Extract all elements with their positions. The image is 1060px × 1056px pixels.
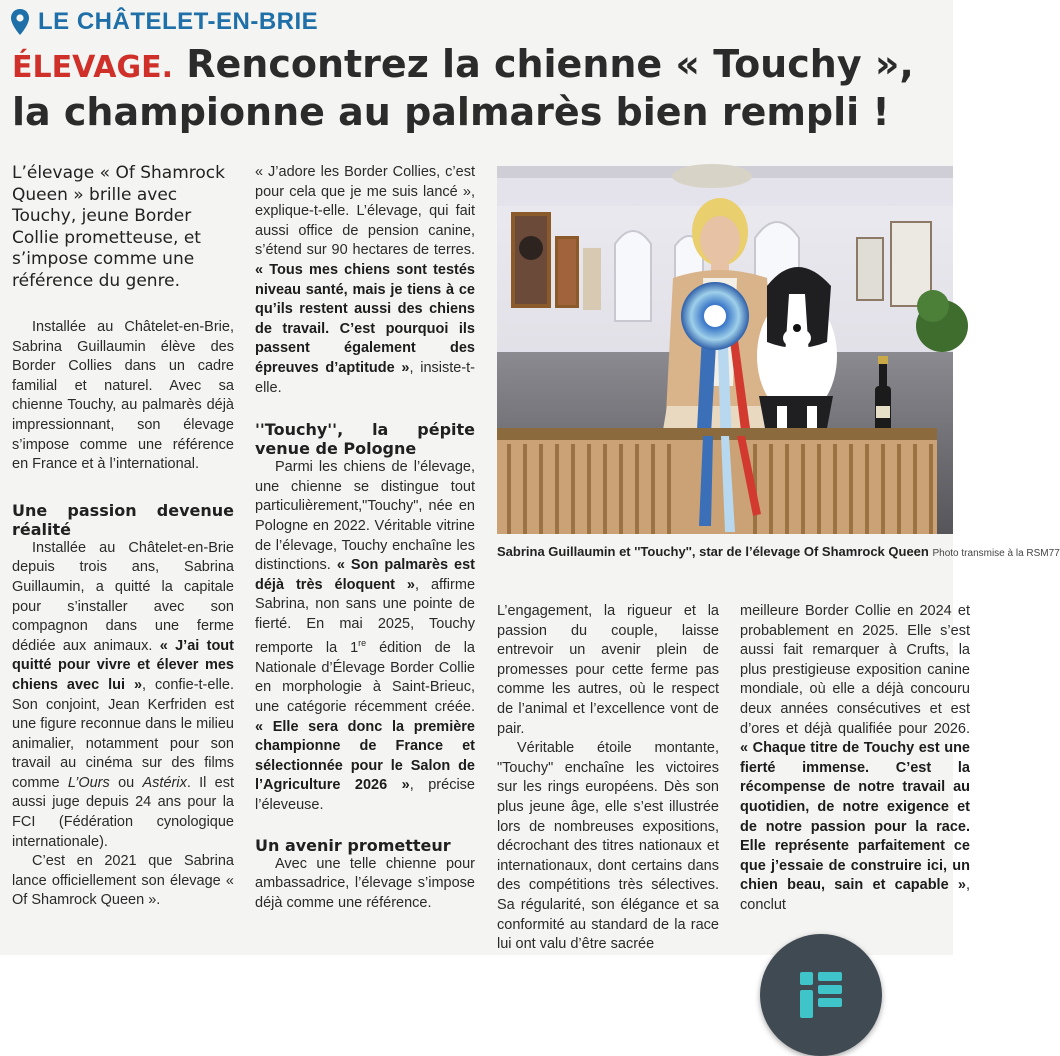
text-run: Parmi les chiens de l’élevage, une chienne se distingue tout particulièrement,"Touchy", née en Pologne en 2022. Véritable vitrine de l’élevage, Touchy enchaîne les distinctions. xyxy=(255,459,475,574)
text-run: , confie-t-elle. Son conjoint, Jean Kerfriden est une figure reconnue dans le milieu animalier, notamment pour son travail au cinéma sur des films comme xyxy=(12,676,234,791)
article-headline xyxy=(12,42,947,134)
paragraph: Avec une telle chienne pour ambassadrice, l’élevage s’impose déjà comme une référence. xyxy=(255,855,475,911)
photo-credit: Photo transmise à la RSM77 xyxy=(932,548,1060,559)
film-title: L’Ours xyxy=(67,774,110,791)
text-run: , affirme Sabrina, non sans une pointe de fierté. En mai 2025, Touchy remporte la 1 xyxy=(255,576,476,657)
section-subhead: Un avenir prometteur xyxy=(255,835,451,855)
location-header xyxy=(10,6,318,38)
paragraph: L’engagement, la rigueur et la passion du couple, laisse entrevoir un avenir plein de promesses pour cette ferme pas comme les autres, où le respect de l’animal et l’excellence vont de pair. xyxy=(497,603,719,737)
quote: « Elle sera donc la première championne de France et sélectionnée pour le Salon de l’Agriculture 2026 » xyxy=(255,718,475,794)
section-subhead: Une passion devenue réalité xyxy=(12,500,234,539)
text-run: meilleure Border Collie en 2024 et probablement en 2025. Elle s’est aussi fait remarquer à Crufts, la plus prestigieuse exposition canine mondiale, où elle a déjà concouru deux années consécutives et est d’ores et déjà qualifiée pour 2026. xyxy=(740,603,970,737)
location-name: LE CHÂTELET-EN-BRIE xyxy=(38,8,319,35)
paragraph xyxy=(740,602,970,916)
quote: « Chaque titre de Touchy est une fierté immense. C’est la récompense de notre travail au quotidien, de notre exigence et de notre passion pour la race. Elle représente parfaitement ce que j’essaie de construire ici, un chien beau, sain et capable » xyxy=(740,740,970,894)
text-run: , précise l’éleveuse. xyxy=(255,777,475,814)
headline-kicker: ÉLEVAGE. xyxy=(12,50,174,85)
paragraph: Installée au Châtelet-en-Brie, Sabrina Guillaumin élève des Border Collies dans un cadre familial et naturel. Avec sa chienne Touchy, au palmarès déjà impressionnant, son élevage s’impose comme une référence en France et à l’international. xyxy=(12,319,234,473)
paragraph xyxy=(12,539,234,853)
quote: « Son palmarès est déjà très éloquent » xyxy=(255,557,476,593)
paragraph: C’est en 2021 que Sabrina lance officiellement son élevage « Of Shamrock Queen ». xyxy=(12,853,234,909)
article-column-3 xyxy=(497,602,719,955)
quote: « J’ai tout quitté pour vivre et élever mes chiens avec lui » xyxy=(12,637,234,693)
caption-text: Sabrina Guillaumin et ''Touchy'', star de l’élevage Of Shamrock Queen xyxy=(497,544,929,559)
article-column-4 xyxy=(740,602,970,916)
photo-caption xyxy=(497,543,1060,562)
text-run: édition de la Nationale d’Élevage Border Collie en morphologie à Saint-Brieuc, une catégorie récemment créée. xyxy=(255,640,475,716)
text-run: « J’adore les Border Collies, c’est pour cela que je me suis lancé », explique-t-elle. L’élevage, qui fait aussi office de pension canine, s’étend sur 90 hectares de terres. xyxy=(255,164,475,259)
article-column-2 xyxy=(255,163,475,913)
text-run: , insiste-t-elle. xyxy=(255,359,476,396)
headline-title: Rencontrez la chienne « Touchy », la championne au palmarès bien rempli ! xyxy=(12,42,914,134)
section-subhead: ''Touchy'', la pépite venue de Pologne xyxy=(255,420,475,459)
text-run: Installée au Châtelet-en-Brie depuis trois ans, Sabrina Guillaumin, a quitté la capitale pour s’installer avec son compagnon dans une ferme dédiée aux animaux. xyxy=(12,539,234,654)
film-title: Astérix xyxy=(142,774,187,791)
paragraph: Véritable étoile montante, "Touchy" enchaîne les victoires sur les rings européens. Dès son plus jeune âge, elle s’est illustrée lors de nombreuses expositions, décrochant des titres nationaux et internationaux, dont certains dans des compétitions très sélectives. Sa régularité, son élégance et sa conformité au standard de la race lui ont valu d’être sacrée xyxy=(497,740,719,953)
reader-mode-button[interactable] xyxy=(760,934,882,1056)
location-pin-icon xyxy=(10,8,30,36)
text-run: . Il est aussi juge depuis 24 ans pour la FCI (Fédération cynologique internationale). xyxy=(12,774,235,850)
reader-mode-icon xyxy=(796,970,846,1020)
quote: « Tous mes chiens sont testés niveau santé, mais je tiens à ce qu’ils restent aussi des chiens de travail. C’est pourquoi ils passent également des épreuves d’aptitude » xyxy=(255,261,475,376)
article-lead: L’élevage « Of Shamrock Queen » brille avec Touchy, jeune Border Collie prometteuse, et s’impose comme une référence du genre. xyxy=(12,163,225,291)
superscript: re xyxy=(358,638,367,649)
text-run: ou xyxy=(118,774,135,791)
paragraph xyxy=(255,458,475,816)
text-run: , conclut xyxy=(740,877,970,913)
article-column-1 xyxy=(12,163,234,911)
photo-illustration xyxy=(497,166,953,534)
paragraph xyxy=(255,163,475,398)
article-photo xyxy=(497,166,953,534)
